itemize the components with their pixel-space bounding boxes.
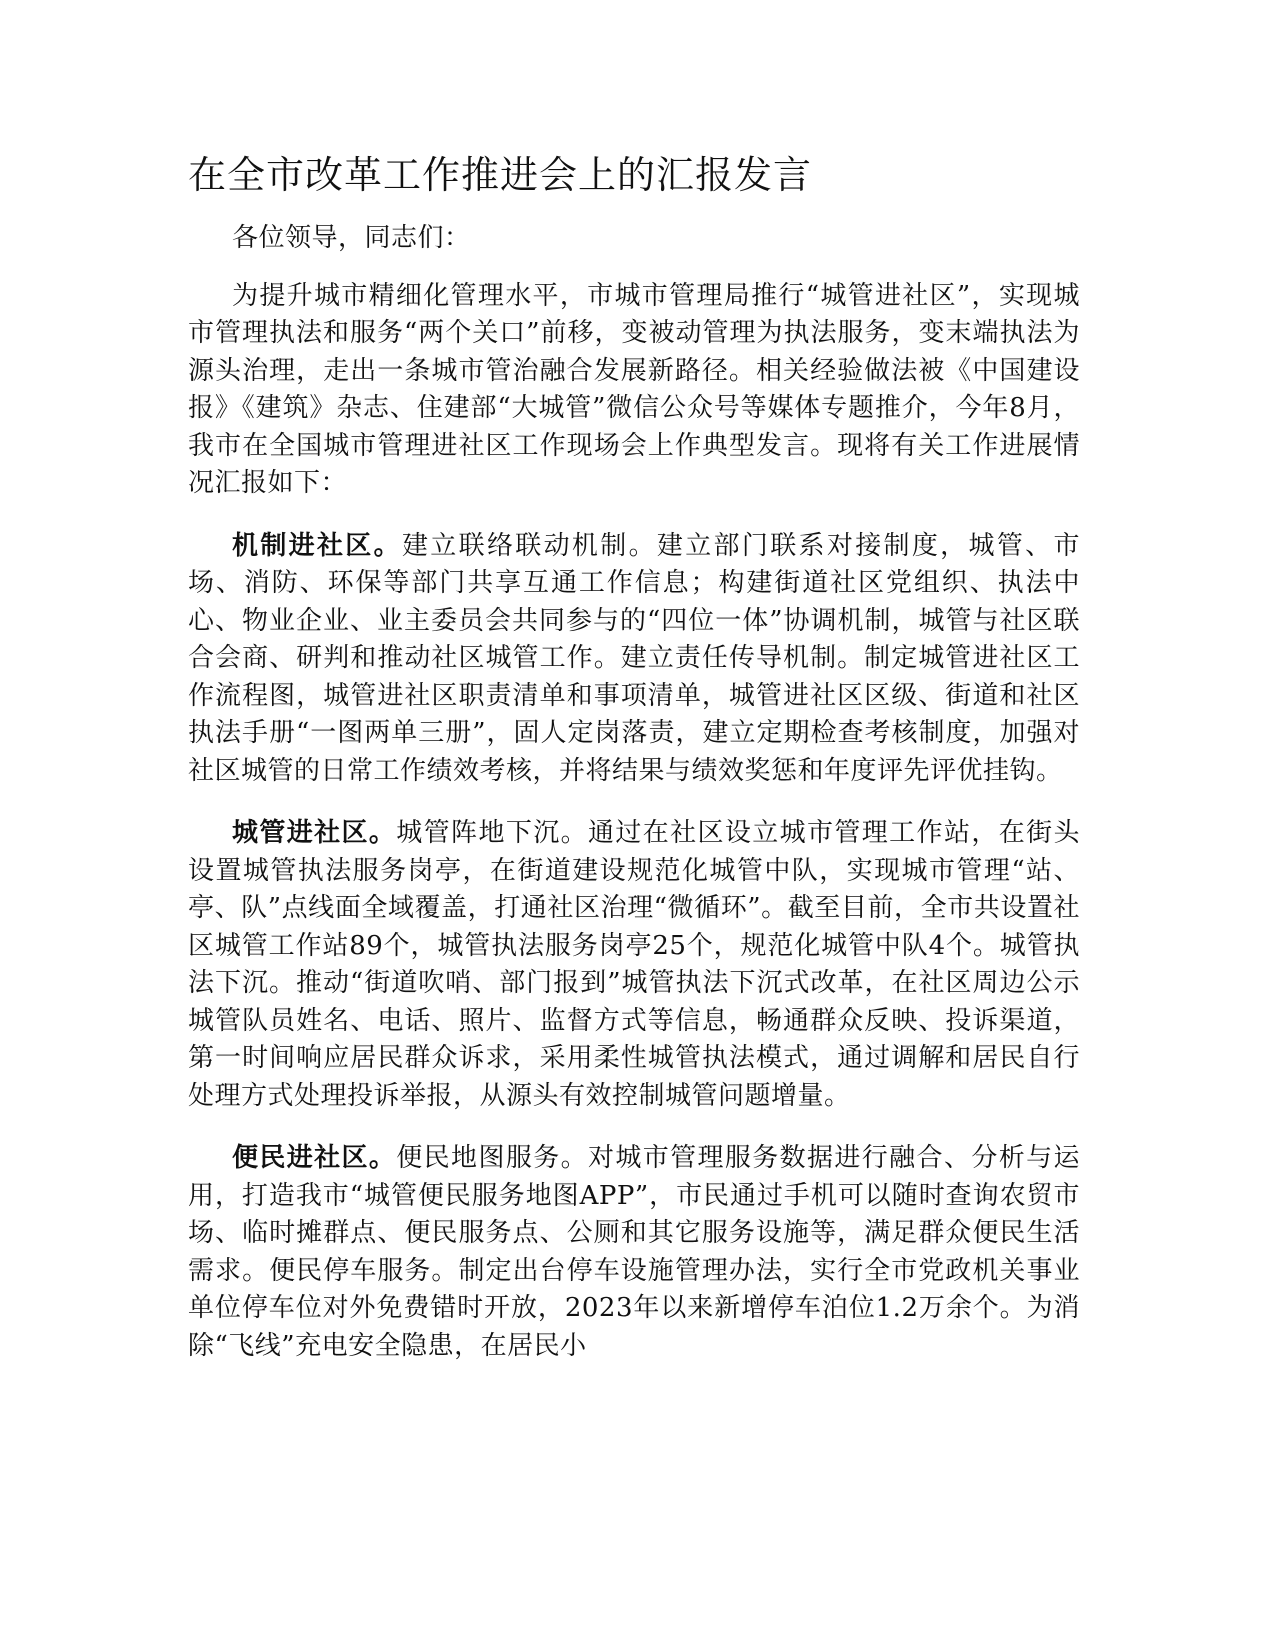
section-heading: 城管进社区。 [232, 818, 397, 848]
section-urban-management [188, 815, 1080, 1115]
section-mechanism [188, 528, 1080, 791]
document-page [188, 150, 1080, 1390]
section-body: 建立联络联动机制。建立部门联系对接制度，城管、市场、消防、环保等部门共享互通工作信息；构建街道社区党组织、执法中心、物业企业、业主委员会共同参与的“四位一体”协调机制，城管与社区联合会商、研判和推动社区城管工作。建立责任传导机制。制定城管进社区工作流程图，城管进社区职责清单和事项清单，城管进社区区级、街道和社区执法手册“一图两单三册”，固人定岗落责，建立定期检查考核制度，加强对社区城管的日常工作绩效考核，并将结果与绩效奖惩和年度评先评优挂钩。 [188, 530, 1080, 786]
section-heading: 机制进社区。 [232, 530, 402, 561]
document-title: 在全市改革工作推进会上的汇报发言 [188, 153, 813, 197]
section-body: 城管阵地下沉。通过在社区设立城市管理工作站，在街头设置城管执法服务岗亭，在街道建设规范化城管中队，实现城市管理“站、亭、队”点线面全域覆盖，打通社区治理“微循环”。截至目前，全市共设置社区城管工作站89个，城管执法服务岗亭25个，规范化城管中队4个。城管执法下沉。推动“街道吹哨、部门报到”城管执法下沉式改革，在社区周边公示城管队员姓名、电话、照片、监督方式等信息，畅通群众反映、投诉渠道，第一时间响应居民群众诉求，采用柔性城管执法模式，通过调解和居民自行处理方式处理投诉举报，从源头有效控制城管问题增量。 [188, 818, 1080, 1111]
section-heading: 便民进社区。 [232, 1143, 397, 1173]
salutation: 各位领导，同志们： [232, 223, 471, 253]
section-convenience [188, 1140, 1080, 1365]
section-body: 便民地图服务。对城市管理服务数据进行融合、分析与运用，打造我市“城管便民服务地图APP”，市民通过手机可以随时查询农贸市场、临时摊群点、便民服务点、公厕和其它服务设施等，满足群众便民生活需求。便民停车服务。制定出台停车设施管理办法，实行全市党政机关事业单位停车位对外免费错时开放，2023年以来新增停车泊位1.2万余个。为消除“飞线”充电安全隐患，在居民小 [188, 1143, 1080, 1361]
intro-paragraph: 为提升城市精细化管理水平，市城市管理局推行“城管进社区”，实现城市管理执法和服务“两个关口”前移，变被动管理为执法服务，变末端执法为源头治理，走出一条城市管治融合发展新路径。相关经验做法被《中国建设报》《建筑》杂志、住建部“大城管”微信公众号等媒体专题推介，今年8月，我市在全国城市管理进社区工作现场会上作典型发言。现将有关工作进展情况汇报如下： [188, 280, 1080, 498]
